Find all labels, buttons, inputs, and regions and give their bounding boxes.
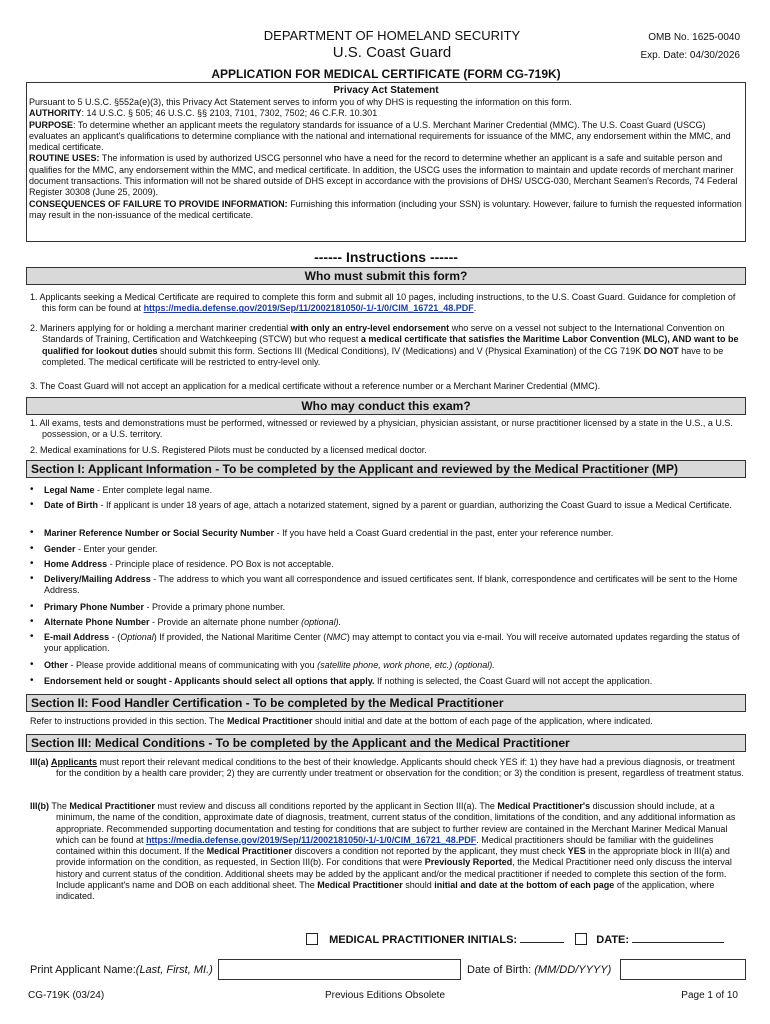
dob-label: Date of Birth: (MM/DD/YYYY) xyxy=(467,964,612,976)
agency-name: DEPARTMENT OF HOMELAND SECURITY xyxy=(263,28,521,43)
privacy-consequences: CONSEQUENCES OF FAILURE TO PROVIDE INFORMATION: Furnishing this information (including your SSN) is voluntary. However, failure to furnish the requested information may result in the non-issuance of the medical certificate. xyxy=(29,198,742,220)
expiration-date: Exp. Date: 04/30/2026 xyxy=(640,50,740,61)
guidance-link[interactable]: https://media.defense.gov/2019/Sep/11/2002181050/-1/-1/0/CIM_16721_48.PDF xyxy=(143,303,474,314)
date-field[interactable] xyxy=(632,931,724,943)
privacy-title: Privacy Act Statement xyxy=(333,85,439,96)
page-number: Page 1 of 10 xyxy=(681,990,738,1001)
s1-bullet-other: • Other - Please provide additional means of communicating with you (satellite phone, work phone, etc.) (optional). xyxy=(30,659,495,670)
conduct-item-2: 2. Medical examinations for U.S. Registered Pilots must be conducted by a licensed medical doctor. xyxy=(30,445,427,455)
privacy-body xyxy=(27,97,745,221)
agency-sub: U.S. Coast Guard xyxy=(332,44,452,61)
instructions-title: ------ Instructions ------ xyxy=(314,249,458,265)
section-3-header: Section III: Medical Conditions - To be completed by the Applicant and the Medical Practitioner xyxy=(26,734,746,752)
s1-bullet-mailing-address: • Delivery/Mailing Address - The address to which you want all correspondence and issued certificates sent. If blank, correspondence and certificates will be sent to the Home Address. xyxy=(30,573,738,596)
s1-bullet-dob: • Date of Birth - If applicant is under 18 years of age, attach a notarized statement, signed by a parent or guardian, authorizing the Coast Guard to issue a Medical Certificate. xyxy=(30,499,732,510)
who-may-conduct-header: Who may conduct this exam? xyxy=(26,397,746,415)
s1-bullet-gender: • Gender - Enter your gender. xyxy=(30,543,158,554)
editions-obsolete: Previous Editions Obsolete xyxy=(324,990,446,1001)
section-2-text: Refer to instructions provided in this section. The Medical Practitioner should initial and date at the bottom of each page of the application, where indicated. xyxy=(30,716,653,726)
s1-bullet-alternate-phone: • Alternate Phone Number - Provide an alternate phone number (optional). xyxy=(30,616,342,627)
initials-checkbox[interactable] xyxy=(306,933,318,945)
s1-bullet-reference-number: • Mariner Reference Number or Social Security Number - If you have held a Coast Guard credential in the past, enter your reference number. xyxy=(30,527,614,538)
s1-bullet-primary-phone: • Primary Phone Number - Provide a primary phone number. xyxy=(30,601,286,612)
instruction-item-2: 2. Mariners applying for or holding a merchant mariner credential with only an entry-level endorsement who serve on a vessel not subject to the International Convention on Standards of Training, Certification and Watchkeeping (STCW) but who request a medical certificate that satisfies the Maritime Labor Convention (MLC), AND want to be qualified for lookout duties should submit this form. Sections III (Medical Conditions), IV (Medications) and V (Physical Examination) of the CG 719K DO NOT have to be completed. The medical certificate will be restricted to entry-level only. xyxy=(30,323,739,367)
date-label: DATE: xyxy=(596,934,630,946)
s1-bullet-home-address: • Home Address - Principle place of residence. PO Box is not acceptable. xyxy=(30,558,334,569)
section-1-header: Section I: Applicant Information - To be completed by the Applicant and reviewed by the Medical Practitioner (MP) xyxy=(26,460,746,478)
s1-bullet-email: • E-mail Address - (Optional) If provided, the National Maritime Center (NMC) may attempt to contact you via e-mail. You will receive automated updates regarding the status of your application. xyxy=(30,631,740,654)
dob-field[interactable] xyxy=(620,959,746,980)
who-must-submit-header: Who must submit this form? xyxy=(26,267,746,285)
section-3b-text: III(b) The Medical Practitioner must review and discuss all conditions reported by the applicant in Section III(a). The Medical Practitioner's discussion should include, at a minimum, the name of the condition, approximate date of diagnosis, treatment, current status of the condition, limitations of the condition, and any additional information as appropriate. Recommended supporting documentation and testing for conditions that are subject to further review are contained in the Merchant Mariner Medical Manual which can be found at https://media.defense.gov/2019/Sep/11/2002181050/-1/-1/0/CIM_16721_48.PDF. Medical practitioners should be familiar with the guidelines contained within this document. If the Medical Practitioner discovers a condition not reported by the applicant, they must check YES in the appropriate block in III(a) and provide information on the condition, as requested, in Section III(b). For conditions that were Previously Reported, the Medical Practitioner need only discuss the interval history and current status of the condition. Additional sheets may be added by the applicant and/or the medical practitioner if needed to complete this section of the form. Include applicant's name and DOB on each additional sheet. The Medical Practitioner should initial and date at the bottom of each page of the application, where indicated. xyxy=(30,801,736,902)
s1-bullet-legal-name: • Legal Name - Enter complete legal name. xyxy=(30,484,213,495)
date-checkbox[interactable] xyxy=(575,933,587,945)
initials-field[interactable] xyxy=(520,931,564,943)
section-3a-text: III(a) Applicants must report their relevant medical conditions to the best of their knowledge. Applicants should check YES if: 1) they have had a previous diagnosis, or treatment for the condition by a health care provider; 2) they are currently under treatment or observation for the condition; or 3) the condition is present, regardless of treatment status. xyxy=(30,757,744,779)
instruction-item-3: 3. The Coast Guard will not accept an application for a medical certificate without a reference number or a Merchant Mariner Credential (MMC). xyxy=(30,381,601,391)
instruction-item-1: 1. Applicants seeking a Medical Certificate are required to complete this form and submit all 10 pages, including instructions, to the U.S. Coast Guard. Guidance for completion of this form can be found at https://media.defense.gov/2019/Sep/11/2002181050/-1/-1/0/CIM_16721_48.PDF. xyxy=(30,292,736,314)
privacy-purpose: PURPOSE: To determine whether an applicant meets the regulatory standards for issuance of a U.S. Merchant Mariner Credential (MMC). The U.S. Coast Guard (USCG) evaluates an applicant's qualifications to determine compliance with the national and international requirements for issuance of the MMC, any endorsement within the MMC, and medical certificate. xyxy=(29,119,731,153)
initials-row xyxy=(306,931,746,947)
omb-number: OMB No. 1625-0040 xyxy=(648,32,740,43)
privacy-authority: AUTHORITY: 14 U.S.C. § 505; 46 U.S.C. §§ 2103, 7101, 7302, 7502; 46 C.F.R. 10.301 xyxy=(29,108,378,119)
section-2-header: Section II: Food Handler Certification - To be completed by the Medical Practitioner xyxy=(26,694,746,712)
privacy-routine-uses: ROUTINE USES: The information is used by authorized USCG personnel who have a need for the record to determine whether an applicant is a safe and suitable person and qualifies for the MMC, any endorsement within the MMC, and medical certificate. In addition, the USCG uses the information to maintain and update records of merchant mariner document transactions. This information will not be shared outside of DHS except in accordance with the provisions of DHS/ USCG-030, Merchant Seamen's Records, 74 Federal Register 30308 (June 25, 2009). xyxy=(29,153,738,198)
applicant-name-field[interactable] xyxy=(218,959,461,980)
applicant-name-label: Print Applicant Name:(Last, First, MI.) xyxy=(30,964,213,976)
initials-label: MEDICAL PRACTITIONER INITIALS: xyxy=(329,934,518,946)
s1-bullet-endorsement: • Endorsement held or sought - Applicants should select all options that apply. If nothing is selected, the Coast Guard will not accept the application. xyxy=(30,675,653,686)
form-number: CG-719K (03/24) xyxy=(28,990,105,1001)
medical-manual-link[interactable]: https://media.defense.gov/2019/Sep/11/2002181050/-1/-1/0/CIM_16721_48.PDF xyxy=(146,834,477,845)
privacy-box xyxy=(26,82,746,242)
conduct-item-1: 1. All exams, tests and demonstrations must be performed, witnessed or reviewed by a physician, physician assistant, or nurse practitioner licensed by a state in the U.S., a U.S. possession, or a U.S. territory. xyxy=(30,418,733,440)
form-title: APPLICATION FOR MEDICAL CERTIFICATE (FORM CG-719K) xyxy=(211,67,561,81)
privacy-intro: Pursuant to 5 U.S.C. §552a(e)(3), this Privacy Act Statement serves to inform you of why DHS is requesting the information on this form. xyxy=(29,97,572,107)
